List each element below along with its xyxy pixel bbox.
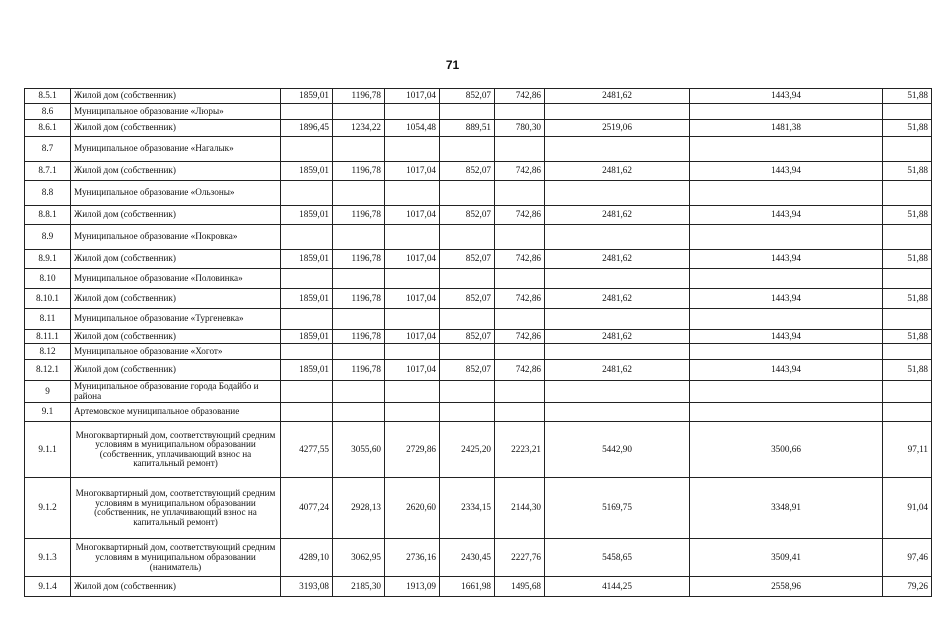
cell-value: 97,46 [883,539,932,577]
cell-value: 2620,60 [385,478,440,539]
cell-value: 2227,76 [495,539,545,577]
table-row [25,250,932,269]
cell-value [545,269,690,289]
table-row [25,181,932,206]
cell-value: 1443,94 [690,289,883,309]
cell-value [545,344,690,360]
page-number: 71 [445,58,460,72]
cell-value [385,381,440,403]
cell-value [440,269,495,289]
cell-value: 742,86 [495,360,545,381]
cell-value [495,381,545,403]
cell-value [545,225,690,250]
cell-value: 2481,62 [545,330,690,344]
cell-value [495,104,545,120]
cell-value [690,104,883,120]
cell-value: 1859,01 [281,330,333,344]
cell-value [440,225,495,250]
table-row [25,360,932,381]
cell-value [690,403,883,422]
cell-value: 1196,78 [333,360,385,381]
cell-value [883,225,932,250]
cell-value [281,381,333,403]
cell-value: 742,86 [495,330,545,344]
table-row [25,381,932,403]
cell-value: 1196,78 [333,162,385,181]
cell-value: 1443,94 [690,360,883,381]
cell-value [495,344,545,360]
cell-value: 1196,78 [333,89,385,104]
cell-value [281,309,333,330]
cell-value [883,309,932,330]
cell-value: 2481,62 [545,162,690,181]
cell-value [883,104,932,120]
cell-value [281,225,333,250]
row-code: 8.7 [25,137,71,162]
cell-value: 1443,94 [690,206,883,225]
cell-value: 1054,48 [385,120,440,137]
row-name: Жилой дом (собственник) [71,206,281,225]
row-name: Жилой дом (собственник) [71,120,281,137]
cell-value [281,137,333,162]
cell-value: 2430,45 [440,539,495,577]
table-row [25,309,932,330]
row-name: Многоквартирный дом, соответствующий средним условиям в муниципальном образовании (наниматель) [71,539,281,577]
cell-value: 1481,38 [690,120,883,137]
cell-value: 51,88 [883,89,932,104]
row-name: Муниципальное образование «Нагалык» [71,137,281,162]
row-code: 8.10 [25,269,71,289]
cell-value: 3055,60 [333,422,385,478]
cell-value: 2223,21 [495,422,545,478]
cell-value: 2481,62 [545,250,690,269]
cell-value [690,344,883,360]
cell-value: 2425,20 [440,422,495,478]
row-code: 9.1.3 [25,539,71,577]
row-code: 8.11.1 [25,330,71,344]
cell-value: 1859,01 [281,289,333,309]
cell-value: 4077,24 [281,478,333,539]
row-name: Жилой дом (собственник) [71,330,281,344]
cell-value [545,137,690,162]
cell-value: 1859,01 [281,360,333,381]
cell-value [545,104,690,120]
cell-value: 1859,01 [281,250,333,269]
cell-value [281,344,333,360]
cell-value [495,269,545,289]
row-name: Муниципальное образование «Покровка» [71,225,281,250]
cell-value [495,309,545,330]
row-name: Артемовское муниципальное образование [71,403,281,422]
cell-value: 2334,15 [440,478,495,539]
cell-value [333,225,385,250]
cell-value [883,403,932,422]
table-row [25,104,932,120]
cell-value [385,104,440,120]
cell-value: 4277,55 [281,422,333,478]
cell-value [440,104,495,120]
cell-value: 3062,95 [333,539,385,577]
cell-value: 91,04 [883,478,932,539]
cell-value: 1661,98 [440,577,495,597]
row-code: 8.6 [25,104,71,120]
table-row [25,269,932,289]
row-name: Жилой дом (собственник) [71,360,281,381]
row-name: Многоквартирный дом, соответствующий средним условиям в муниципальном образовании (собственник, уплачивающий взнос на капитальный ремонт) [71,422,281,478]
cell-value: 1017,04 [385,89,440,104]
table-row [25,225,932,250]
cell-value [690,225,883,250]
row-code: 9 [25,381,71,403]
cell-value: 742,86 [495,289,545,309]
cell-value: 1234,22 [333,120,385,137]
row-name: Муниципальное образование «Хогот» [71,344,281,360]
table-row [25,478,932,539]
cell-value [495,403,545,422]
cell-value: 2481,62 [545,289,690,309]
cell-value [333,344,385,360]
row-name: Жилой дом (собственник) [71,162,281,181]
cell-value: 3509,41 [690,539,883,577]
cell-value [495,225,545,250]
cell-value [690,269,883,289]
cell-value: 51,88 [883,250,932,269]
table-row [25,577,932,597]
table-row [25,120,932,137]
cell-value [385,403,440,422]
cell-value [495,137,545,162]
cell-value [333,104,385,120]
table-row [25,289,932,309]
cell-value [545,181,690,206]
cell-value: 1017,04 [385,250,440,269]
row-code: 9.1.4 [25,577,71,597]
table-row [25,539,932,577]
cell-value: 852,07 [440,330,495,344]
row-name: Жилой дом (собственник) [71,289,281,309]
cell-value [385,309,440,330]
cell-value: 79,26 [883,577,932,597]
cell-value: 742,86 [495,206,545,225]
cell-value [385,344,440,360]
cell-value: 742,86 [495,250,545,269]
cell-value [495,181,545,206]
cell-value [690,137,883,162]
row-name: Многоквартирный дом, соответствующий средним условиям в муниципальном образовании (собственник, не уплачивающий взнос на капитальный ремонт) [71,478,281,539]
cell-value [333,181,385,206]
row-code: 8.7.1 [25,162,71,181]
cell-value: 5458,65 [545,539,690,577]
cell-value [385,181,440,206]
table-row [25,344,932,360]
table-row [25,330,932,344]
cell-value: 1859,01 [281,162,333,181]
cell-value: 2144,30 [495,478,545,539]
row-code: 8.6.1 [25,120,71,137]
cell-value: 51,88 [883,360,932,381]
row-code: 8.8 [25,181,71,206]
cell-value: 852,07 [440,162,495,181]
cell-value: 1196,78 [333,330,385,344]
table-row [25,137,932,162]
cell-value: 1196,78 [333,206,385,225]
cell-value [333,137,385,162]
cell-value [333,269,385,289]
cell-value [690,181,883,206]
row-name: Муниципальное образование «Тургеневка» [71,309,281,330]
table-row [25,403,932,422]
cell-value [440,403,495,422]
cell-value: 780,30 [495,120,545,137]
cell-value: 1017,04 [385,360,440,381]
cell-value: 1859,01 [281,89,333,104]
cell-value [545,403,690,422]
cell-value: 51,88 [883,330,932,344]
cell-value: 852,07 [440,250,495,269]
row-name: Муниципальное образование города Бодайбо и района [71,381,281,403]
cell-value [385,225,440,250]
cell-value: 742,86 [495,89,545,104]
row-code: 8.9 [25,225,71,250]
cell-value [883,181,932,206]
cell-value: 2185,30 [333,577,385,597]
cell-value [440,181,495,206]
cell-value: 3348,91 [690,478,883,539]
cell-value [440,381,495,403]
cell-value [545,381,690,403]
cell-value: 51,88 [883,289,932,309]
cell-value: 1896,45 [281,120,333,137]
cell-value [545,309,690,330]
cell-value: 2481,62 [545,360,690,381]
row-code: 8.12 [25,344,71,360]
cell-value [281,269,333,289]
cell-value: 1495,68 [495,577,545,597]
cell-value [281,104,333,120]
row-name: Жилой дом (собственник) [71,577,281,597]
row-name: Муниципальное образование «Люры» [71,104,281,120]
cell-value: 852,07 [440,89,495,104]
cell-value: 2558,96 [690,577,883,597]
row-code: 8.11 [25,309,71,330]
row-code: 8.10.1 [25,289,71,309]
table-row [25,422,932,478]
cell-value: 852,07 [440,206,495,225]
tariff-table [24,88,932,597]
cell-value: 852,07 [440,360,495,381]
cell-value: 1913,09 [385,577,440,597]
row-code: 8.5.1 [25,89,71,104]
cell-value: 2928,13 [333,478,385,539]
cell-value: 1017,04 [385,330,440,344]
row-code: 8.8.1 [25,206,71,225]
cell-value [281,181,333,206]
cell-value [333,381,385,403]
cell-value: 1017,04 [385,162,440,181]
row-code: 8.12.1 [25,360,71,381]
cell-value [385,137,440,162]
cell-value: 1196,78 [333,289,385,309]
cell-value: 4144,25 [545,577,690,597]
table-row [25,206,932,225]
cell-value [690,309,883,330]
cell-value: 1443,94 [690,89,883,104]
row-name: Муниципальное образование «Ользоны» [71,181,281,206]
cell-value [440,137,495,162]
cell-value: 3500,66 [690,422,883,478]
cell-value: 889,51 [440,120,495,137]
cell-value: 97,11 [883,422,932,478]
cell-value: 2481,62 [545,89,690,104]
cell-value: 1017,04 [385,206,440,225]
cell-value [883,137,932,162]
cell-value [883,381,932,403]
cell-value [333,403,385,422]
cell-value: 3193,08 [281,577,333,597]
row-code: 8.9.1 [25,250,71,269]
row-code: 9.1.2 [25,478,71,539]
cell-value [440,344,495,360]
cell-value: 852,07 [440,289,495,309]
cell-value: 51,88 [883,162,932,181]
cell-value: 1443,94 [690,162,883,181]
cell-value: 1443,94 [690,250,883,269]
cell-value: 4289,10 [281,539,333,577]
cell-value: 2729,86 [385,422,440,478]
cell-value: 1443,94 [690,330,883,344]
cell-value [440,309,495,330]
cell-value: 2481,62 [545,206,690,225]
row-code: 9.1 [25,403,71,422]
cell-value: 2519,06 [545,120,690,137]
row-code: 9.1.1 [25,422,71,478]
cell-value: 1196,78 [333,250,385,269]
cell-value: 51,88 [883,120,932,137]
table-row [25,162,932,181]
row-name: Жилой дом (собственник) [71,89,281,104]
cell-value: 51,88 [883,206,932,225]
cell-value [883,344,932,360]
cell-value: 2736,16 [385,539,440,577]
row-name: Муниципальное образование «Половинка» [71,269,281,289]
row-name: Жилой дом (собственник) [71,250,281,269]
table-body [25,89,932,597]
cell-value [333,309,385,330]
cell-value: 5442,90 [545,422,690,478]
cell-value: 1017,04 [385,289,440,309]
cell-value [281,403,333,422]
table-row [25,89,932,104]
cell-value [690,381,883,403]
cell-value: 742,86 [495,162,545,181]
cell-value [385,269,440,289]
cell-value [883,269,932,289]
cell-value: 1859,01 [281,206,333,225]
cell-value: 5169,75 [545,478,690,539]
